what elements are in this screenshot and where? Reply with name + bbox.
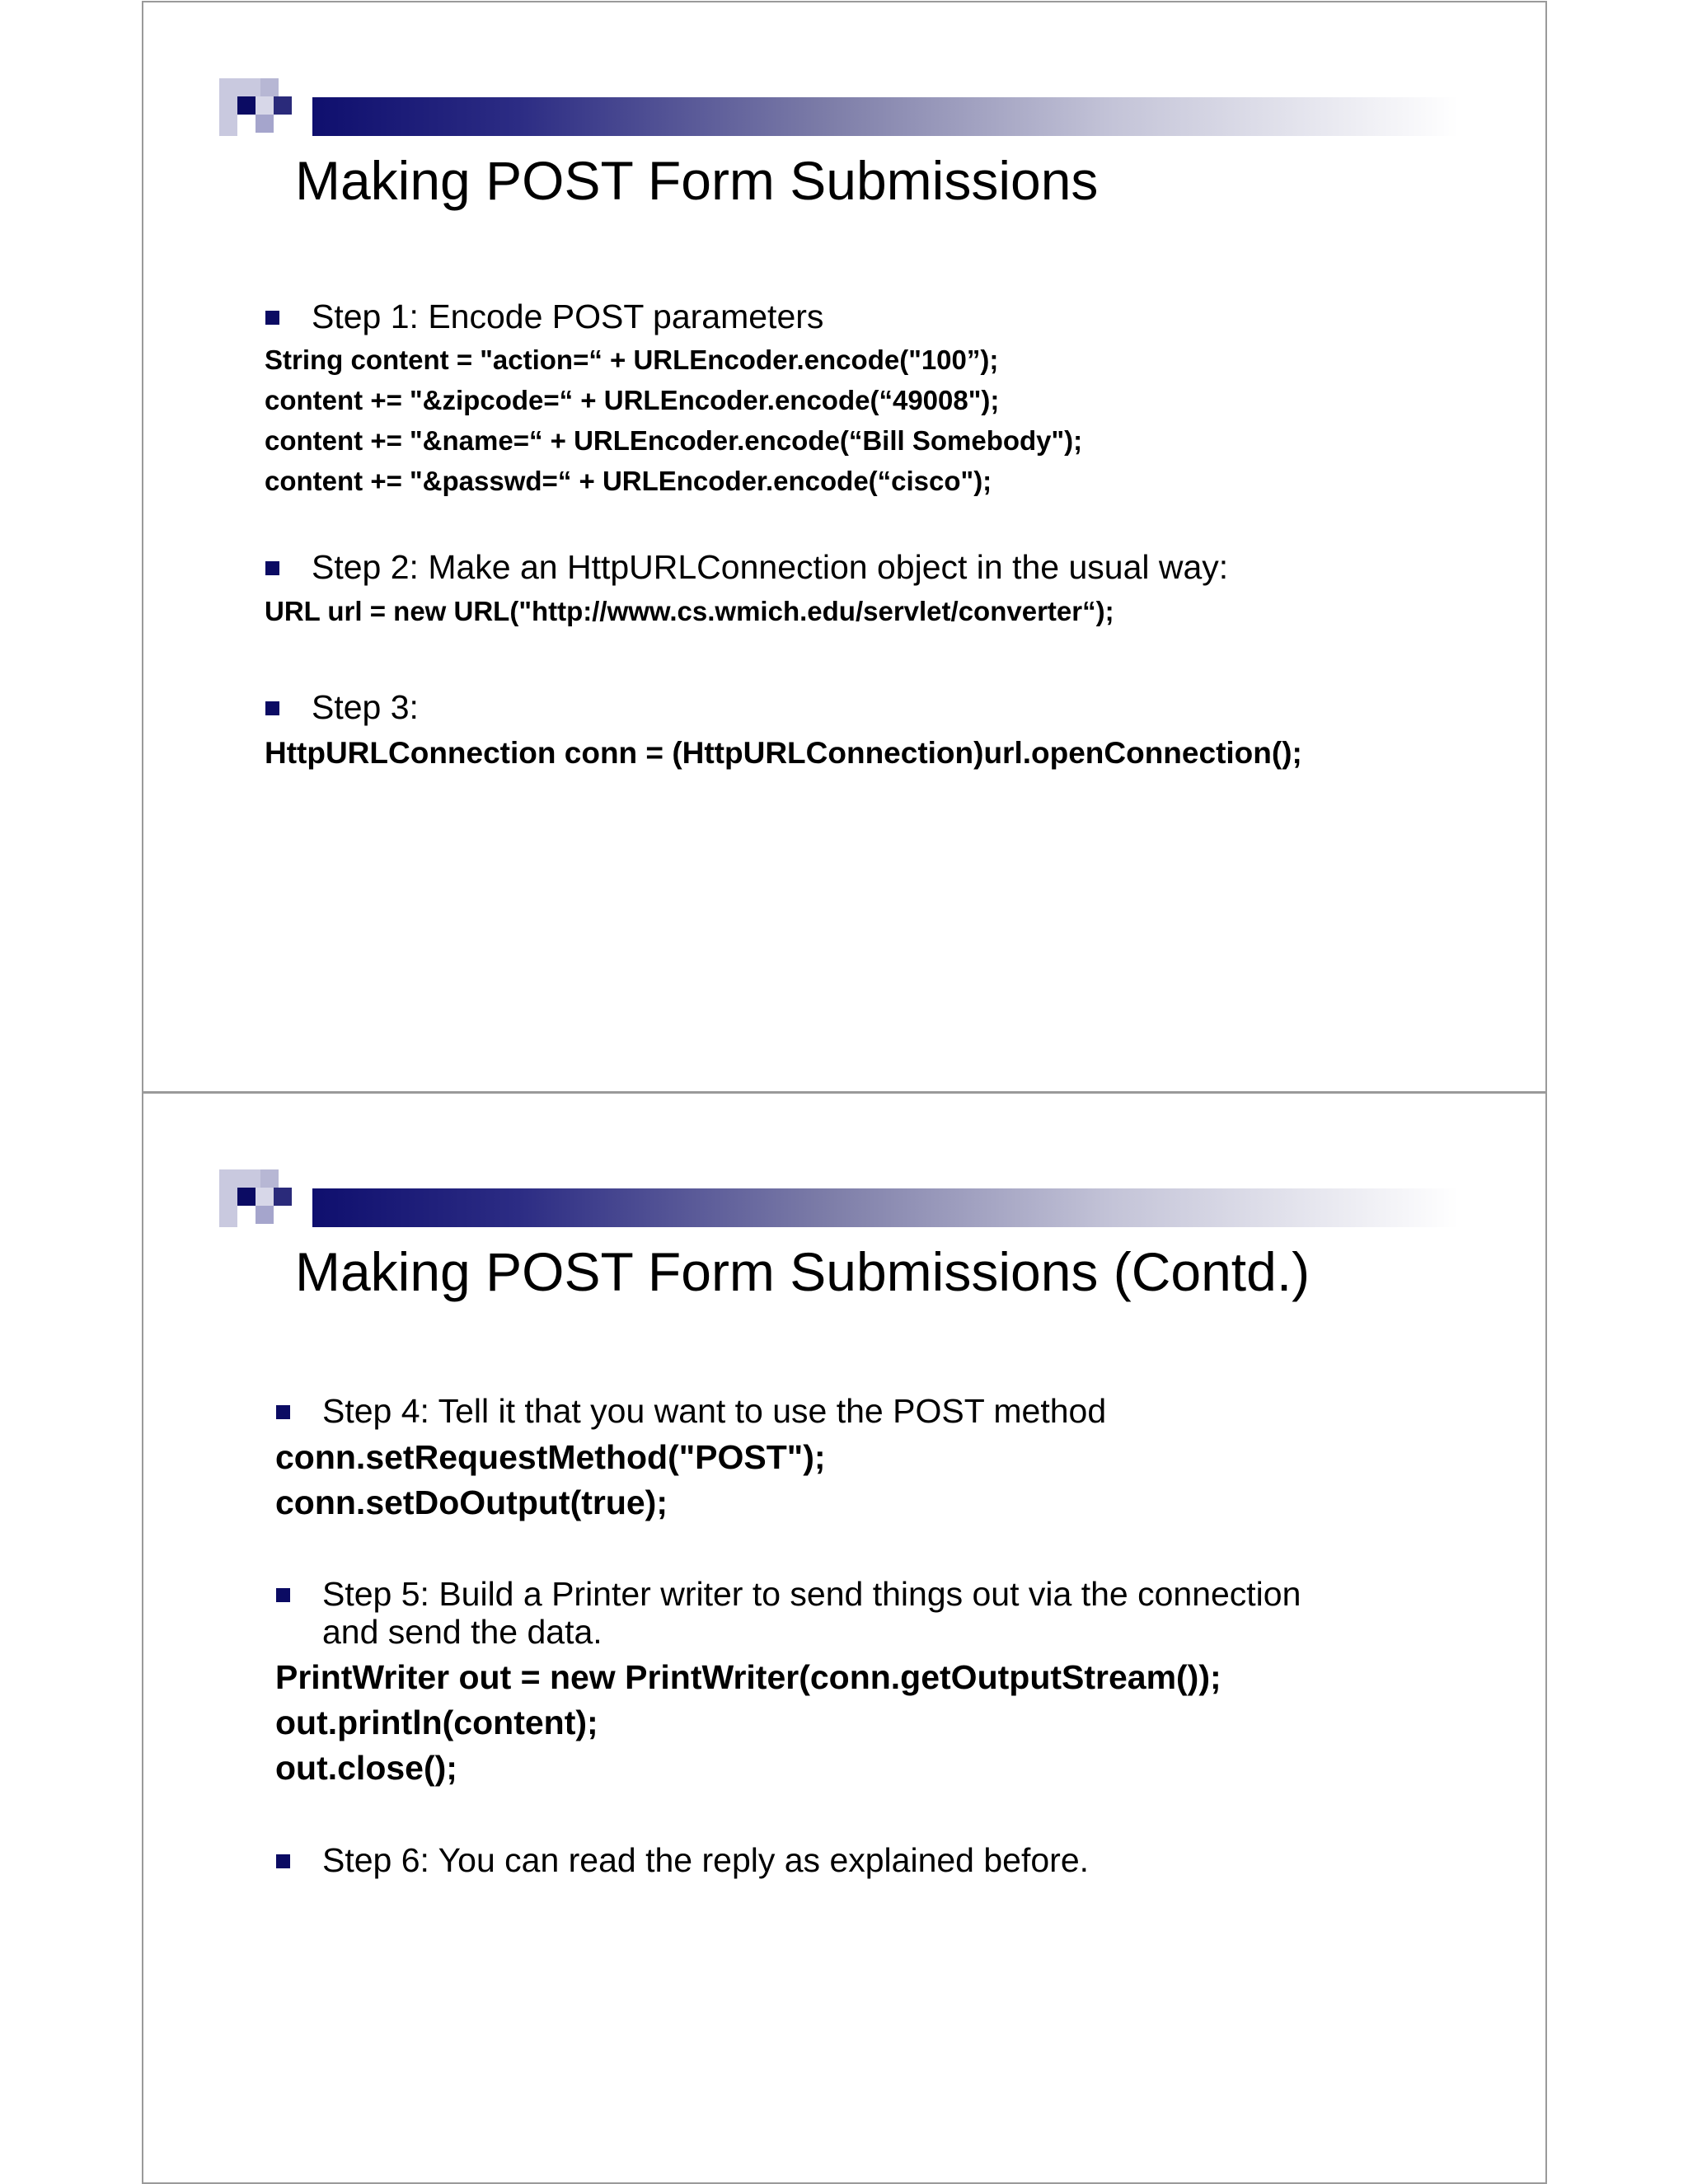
code-line: content += "&passwd=“ + URLEncoder.encode(“cisco"); — [265, 466, 992, 496]
code-line: String content = "action=“ + URLEncoder.encode("100”); — [265, 344, 999, 375]
deco-square — [256, 115, 274, 133]
code-line: out.println(content); — [275, 1704, 598, 1741]
bullet-square-icon — [265, 701, 279, 715]
deco-square — [256, 1188, 274, 1206]
deco-square — [260, 78, 279, 96]
code-line: URL url = new URL("http://www.cs.wmich.edu/servlet/converter“); — [265, 596, 1114, 626]
deco-square — [274, 1188, 292, 1206]
slide-title: Making POST Form Submissions — [295, 150, 1099, 211]
code-line: PrintWriter out = new PrintWriter(conn.getOutputStream()); — [275, 1658, 1221, 1696]
bullet-text: Step 3: — [312, 688, 419, 726]
bullet-text: Step 4: Tell it that you want to use the POST method — [322, 1392, 1107, 1430]
bullet-text: Step 6: You can read the reply as explained before. — [322, 1841, 1090, 1879]
code-line: conn.setRequestMethod("POST"); — [275, 1438, 826, 1476]
deco-square — [274, 96, 292, 115]
bullet-text: and send the data. — [322, 1613, 603, 1651]
code-line: content += "&name=“ + URLEncoder.encode(“Bill Somebody"); — [265, 425, 1083, 456]
code-line: out.close(); — [275, 1749, 457, 1787]
code-line: HttpURLConnection conn = (HttpURLConnection)url.openConnection(); — [265, 736, 1302, 770]
deco-square — [237, 96, 256, 115]
code-line: conn.setDoOutput(true); — [275, 1483, 668, 1521]
deco-square — [237, 1188, 256, 1206]
title-gradient-bar — [312, 1188, 1458, 1227]
bullet-square-icon — [265, 311, 279, 325]
slide-title: Making POST Form Submissions (Contd.) — [295, 1241, 1311, 1302]
code-line: content += "&zipcode=“ + URLEncoder.encode(“49008"); — [265, 385, 1000, 415]
bullet-square-icon — [276, 1405, 290, 1419]
bullet-square-icon — [276, 1588, 290, 1602]
bullet-text: Step 1: Encode POST parameters — [312, 298, 824, 335]
deco-square — [260, 1169, 279, 1188]
bullet-square-icon — [276, 1854, 290, 1868]
slide-1 — [142, 1, 1547, 1093]
bullet-text: Step 2: Make an HttpURLConnection object in the usual way: — [312, 548, 1229, 586]
deco-square — [256, 1206, 274, 1224]
title-gradient-bar — [312, 97, 1458, 136]
slide-2 — [142, 1092, 1547, 2184]
title-decoration — [143, 2, 1549, 159]
bullet-text: Step 5: Build a Printer writer to send things out via the connection — [322, 1575, 1301, 1613]
title-decoration — [143, 1094, 1549, 1250]
bullet-square-icon — [265, 561, 279, 575]
deco-square — [256, 96, 274, 115]
